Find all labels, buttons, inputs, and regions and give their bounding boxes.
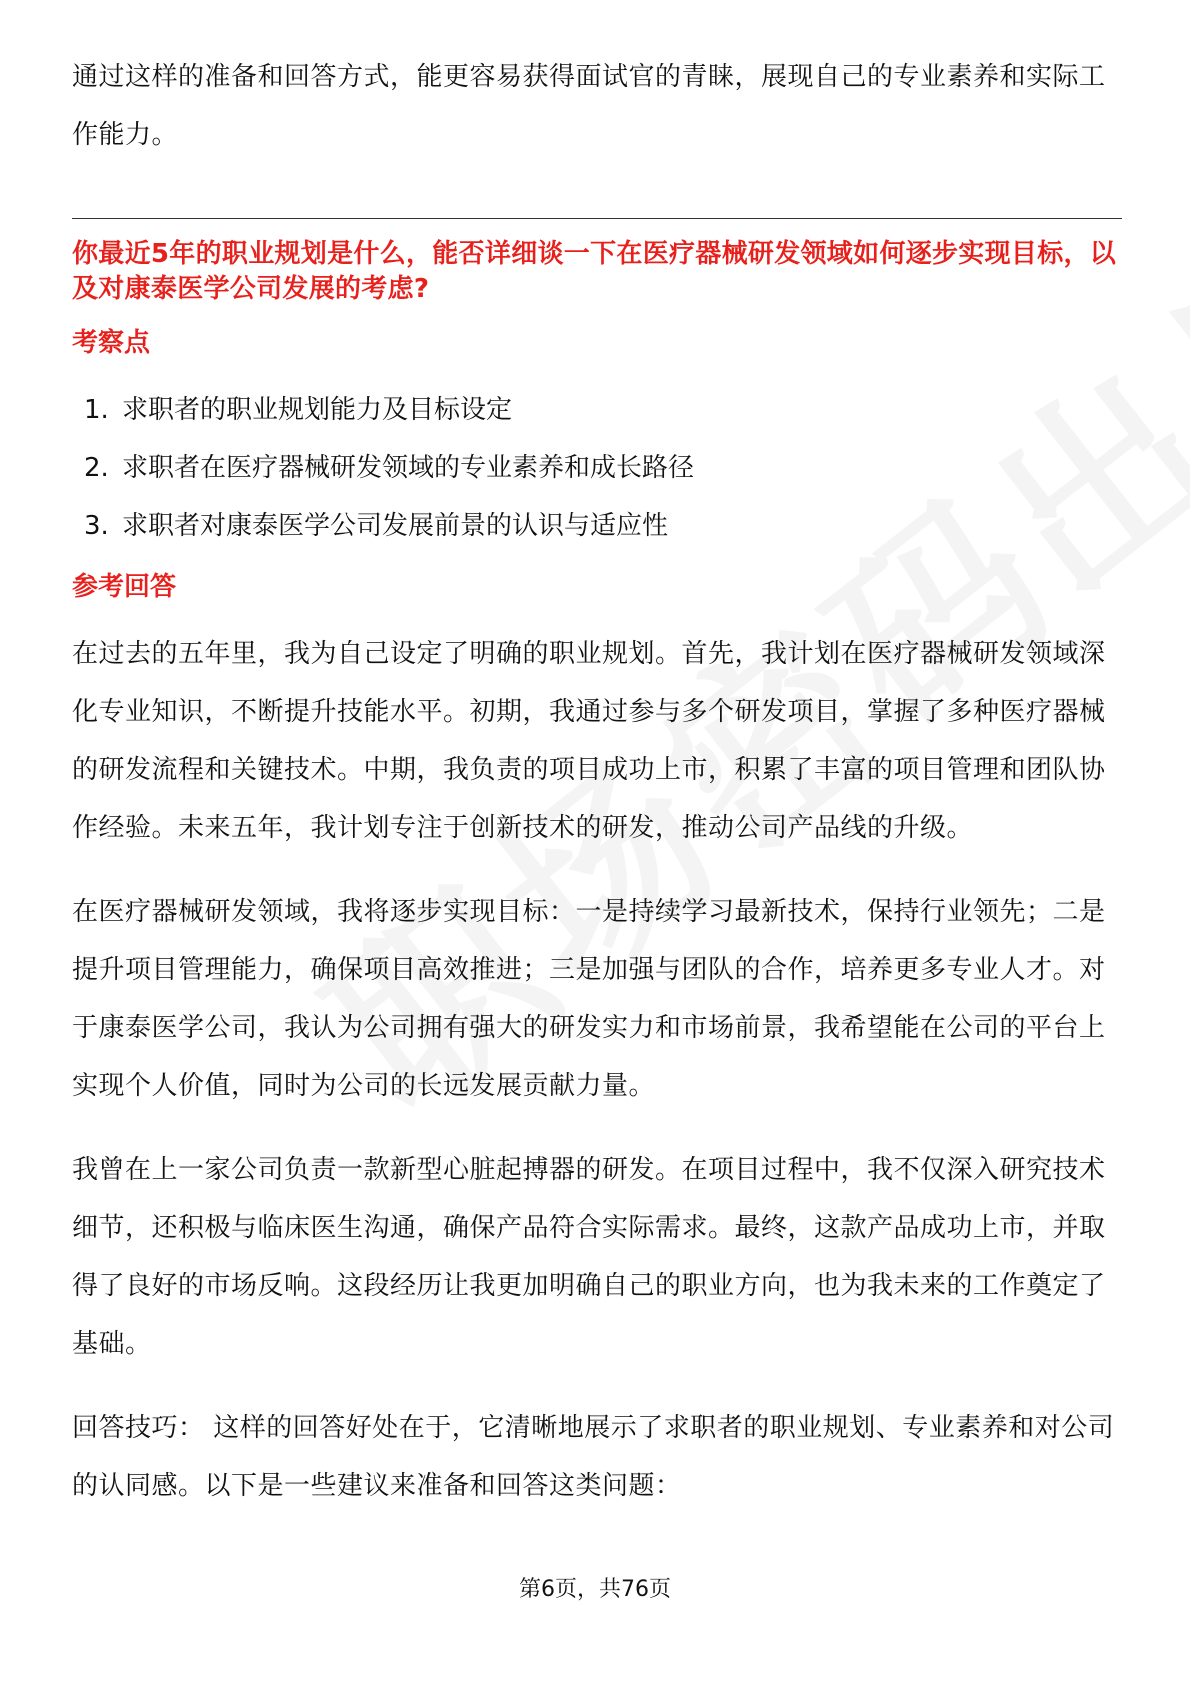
document-page — [72, 48, 1122, 1515]
assessment-title: 考察点 — [72, 328, 151, 358]
section-divider — [72, 218, 1122, 219]
answer-title: 参考回答 — [72, 572, 177, 602]
intro-paragraph: 通过这样的准备和回答方式，能更容易获得面试官的青睐，展现自己的专业素养和实际工作能力。 — [72, 62, 1106, 150]
list-number: 3. — [84, 511, 109, 541]
answer-paragraph: 在医疗器械研发领域，我将逐步实现目标：一是持续学习最新技术，保持行业领先；二是提升项目管理能力，确保项目高效推进；三是加强与团队的合作，培养更多专业人才。对于康泰医学公司，我认为公司拥有强大的研发实力和市场前景，我希望能在公司的平台上实现个人价值，同时为公司的长远发展贡献力量。 — [72, 897, 1106, 1101]
page-number: 第6页，共76页 — [519, 1577, 671, 1602]
list-number: 2. — [84, 453, 109, 483]
list-item — [84, 497, 1122, 555]
list-item — [84, 381, 1122, 439]
list-text: 求职者在医疗器械研发领域的专业素养和成长路径 — [122, 453, 695, 483]
list-number: 1. — [84, 395, 109, 425]
list-text: 求职者的职业规划能力及目标设定 — [122, 395, 513, 425]
list-item — [84, 439, 1122, 497]
answer-paragraph: 我曾在上一家公司负责一款新型心脏起搏器的研发。在项目过程中，我不仅深入研究技术细节，还积极与临床医生沟通，确保产品符合实际需求。最终，这款产品成功上市，并取得了良好的市场反响。这段经历让我更加明确自己的职业方向，也为我未来的工作奠定了基础。 — [72, 1155, 1106, 1359]
question-heading: 你最近5年的职业规划是什么，能否详细谈一下在医疗器械研发领域如何逐步实现目标，以及对康泰医学公司发展的考虑? — [72, 239, 1117, 304]
answer-paragraph: 在过去的五年里，我为自己设定了明确的职业规划。首先，我计划在医疗器械研发领域深化专业知识，不断提升技能水平。初期，我通过参与多个研发项目，掌握了多种医疗器械的研发流程和关键技术。中期，我负责的项目成功上市，积累了丰富的项目管理和团队协作经验。未来五年，我计划专注于创新技术的研发，推动公司产品线的升级。 — [72, 639, 1106, 843]
assessment-list — [72, 381, 1122, 555]
list-text: 求职者对康泰医学公司发展前景的认识与适应性 — [122, 511, 669, 541]
tips-paragraph: 回答技巧： 这样的回答好处在于，它清晰地展示了求职者的职业规划、专业素养和对公司的认同感。以下是一些建议来准备和回答这类问题： — [72, 1413, 1115, 1501]
